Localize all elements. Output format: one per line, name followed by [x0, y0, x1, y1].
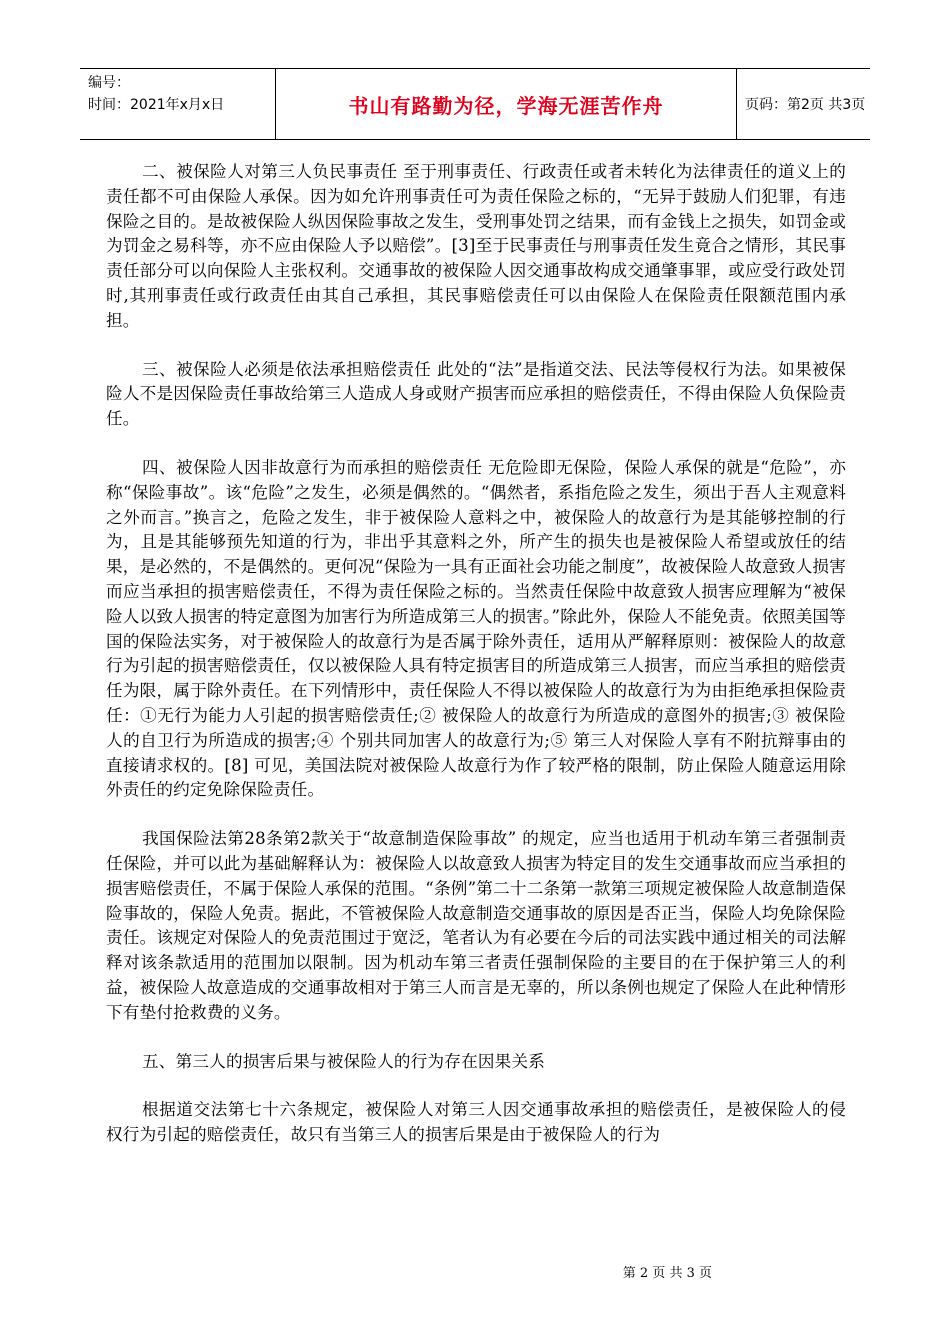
header-motto-cell	[276, 69, 737, 139]
document-time-label: 时间：2021年x月x日	[88, 97, 225, 113]
paragraph-legal-liability: 三、被保险人必须是依法承担赔偿责任 此处的“法”是指道交法、民法等侵权行为法。如果被保险人不是因保险责任事故给第三人造成人身或财产损害而应承担的赔偿责任，不得由保险人负保险责任。	[106, 359, 846, 429]
header-page-label: 页码：第2页 共3页	[745, 97, 866, 113]
header-page-cell	[737, 69, 870, 139]
header-motto: 书山有路勤为径，学海无涯苦作舟	[348, 93, 664, 118]
footer-page-indicator: 第 2 页 共 3 页	[622, 1266, 712, 1281]
paragraph-non-intentional: 四、被保险人因非故意行为而承担的赔偿责任 无危险即无保险，保险人承保的就是“危险”，亦称“保险事故”。该“危险”之发生，必须是偶然的。“偶然者，系指危险之发生，须出于吾人主观意料之外而言。”换言之，危险之发生，非于被保险人意料之中，被保险人的故意行为是其能够控制的行为，且是其能够预先知道的行为，非出乎其意料之外，所产生的损失也是被保险人希望或放任的结果，是必然的，不是偶然的。更何况“保险为一具有正面社会功能之制度”，故被保险人故意致人损害而应当承担的损害赔偿责任，不得为责任保险之标的。当然责任保险中故意致人损害应理解为“被保险人以致人损害的特定意图为加害行为所造成第三人的损害。”除此外，保险人不能免责。依照美国等国的保险法实务，对于被保险人的故意行为是否属于除外责任，适用从严解释原则：被保险人的故意行为引起的损害赔偿责任，仅以被保险人具有特定损害目的所造成第三人损害，而应当承担的赔偿责任为限，属于除外责任。在下列情形中，责任保险人不得以被保险人的故意行为为由拒绝承担保险责任：①无行为能力人引起的损害赔偿责任;② 被保险人的故意行为所造成的意图外的损害;③ 被保险人的自卫行为所造成的损害;④ 个别共同加害人的故意行为;⑤ 第三人对保险人享有不附抗辩事由的直接请求权的。[8] 可见，美国法院对被保险人故意行为作了较严格的限制，防止保险人随意运用除外责任的约定免除保险责任。	[106, 457, 846, 800]
paragraph-causation-heading: 五、第三人的损害后果与被保险人的行为存在因果关系	[142, 1051, 546, 1071]
paragraph-civil-liability: 二、被保险人对第三人负民事责任 至于刑事责任、行政责任或者未转化为法律责任的道义上的责任都不可由保险人承保。因为如允许刑事责任可为责任保险之标的，“无异于鼓励人们犯罪，有违保险之目的。是故被保险人纵因保险事故之发生，受刑事处罚之结果，而有金钱上之损失，如罚金或为罚金之易科等，亦不应由保险人予以赔偿”。[3]至于民事责任与刑事责任发生竟合之情形，其民事责任部分可以向保险人主张权利。交通事故的被保险人因交通事故构成交通肇事罪，或应受行政处罚时,其刑事责任或行政责任由其自己承担，其民事赔偿责任可以由保险人在保险责任限额范围内承担。	[106, 162, 846, 330]
paragraph-insurance-law: 我国保险法第28条第2款关于“故意制造保险事故” 的规定，应当也适用于机动车第三者强制责任保险，并可以此为基础解释认为：被保险人以故意致人损害为特定目的发生交通事故而应当承担的损害赔偿责任，不属于保险人承保的范围。“条例”第二十二条第一款第三项规定被保险人故意制造保险事故的，保险人免责。据此，不管被保险人故意制造交通事故的原因是否正当，保险人均免除保险责任。该规定对保险人的免责范围过于宽泛，笔者认为有必要在今后的司法实践中通过相关的司法解释对该条款适用的范围加以限制。因为机动车第三者责任强制保险的主要目的在于保护第三人的利益，被保险人故意造成的交通事故相对于第三人而言是无辜的，所以条例也规定了保险人在此种情形下有垫付抢救费的义务。	[106, 829, 846, 1022]
paragraph-traffic-law: 根据道交法第七十六条规定，被保险人对第三人因交通事故承担的赔偿责任，是被保险人的侵权行为引起的赔偿责任，故只有当第三人的损害后果是由于被保险人的行为	[106, 1100, 846, 1145]
header-meta	[80, 69, 276, 139]
document-number-label: 编号：	[88, 75, 130, 91]
document-body	[106, 160, 846, 1172]
page-header	[80, 68, 870, 140]
